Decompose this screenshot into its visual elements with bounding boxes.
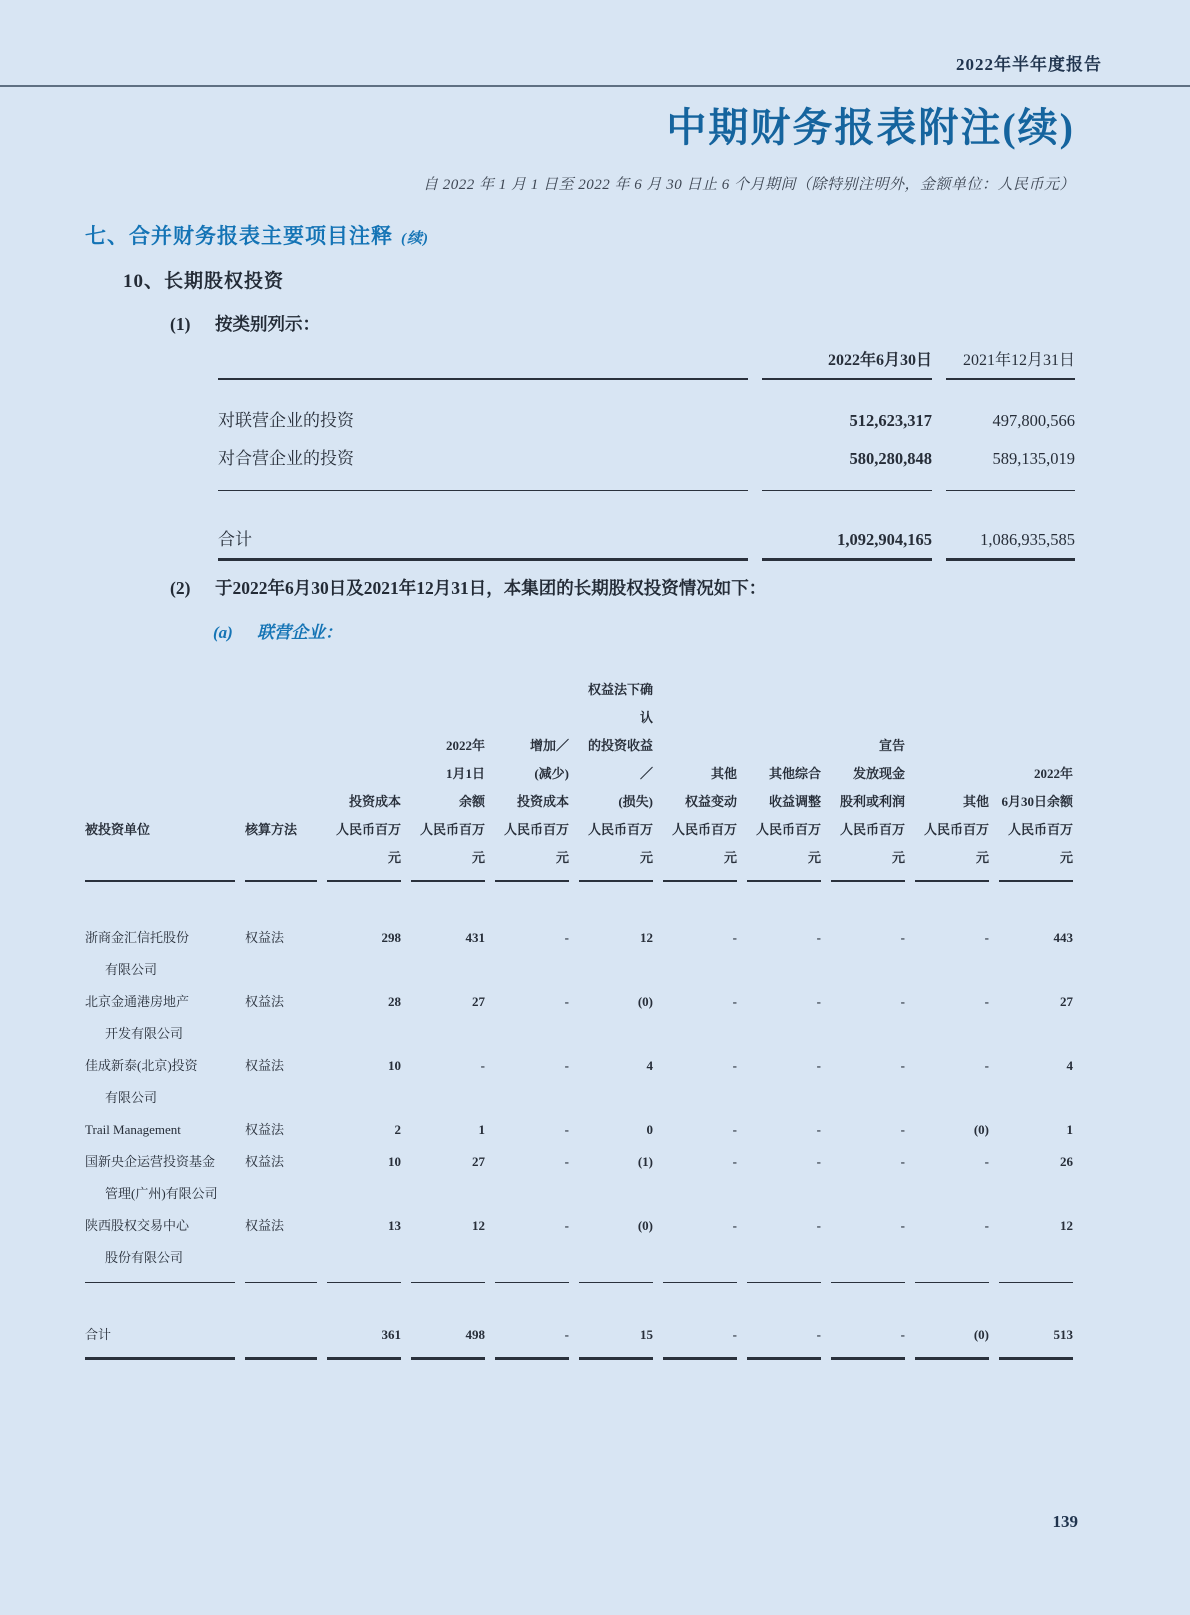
column-header-line: 其他 <box>710 766 737 781</box>
total-value-cell: 15 <box>579 1283 653 1360</box>
list-item-1-text: 按类别列示： <box>215 314 320 334</box>
investee-name <box>85 1114 235 1146</box>
column-header-line: (减少) <box>534 766 569 781</box>
value-cell: 10 <box>388 1154 401 1169</box>
value-cell: - <box>900 1058 905 1073</box>
table-row <box>85 1146 1073 1210</box>
value-cell: - <box>564 1058 569 1073</box>
table-row <box>85 1050 1073 1114</box>
investee-name-line: 陕西股权交易中心 <box>85 1218 190 1233</box>
row-value-2022: 580,280,848 <box>762 440 932 491</box>
value-cell: - <box>732 1154 737 1169</box>
value-cell: - <box>732 930 737 945</box>
value-cell: - <box>900 930 905 945</box>
value-cell: - <box>732 994 737 1009</box>
accounting-method: 权益法 <box>245 1058 285 1073</box>
value-cell: 1 <box>478 1122 485 1137</box>
list-item-1 <box>170 311 320 336</box>
column-header-line: 权益变动 <box>684 794 737 809</box>
total-value-cell: 361 <box>327 1283 401 1360</box>
value-cell: 298 <box>381 930 401 945</box>
value-cell: 431 <box>465 930 485 945</box>
total-value-cell: - <box>831 1283 905 1360</box>
spacer-row <box>218 380 1075 402</box>
value-cell: - <box>900 1122 905 1137</box>
summary-table-header <box>218 342 1075 380</box>
value-cell: - <box>564 994 569 1009</box>
value-cell: 2 <box>394 1122 401 1137</box>
total-value-2021: 1,086,935,585 <box>946 491 1075 561</box>
value-cell: - <box>480 1058 485 1073</box>
value-cell: 12 <box>411 1210 485 1283</box>
row-value-2022: 512,623,317 <box>849 411 932 430</box>
value-cell: 27 <box>472 1154 485 1169</box>
total-value-cell: (0) <box>915 1283 989 1360</box>
page-title: 中期财务报表附注(续) <box>666 105 1075 150</box>
value-cell: - <box>495 1210 569 1283</box>
list-item-2a-label: (a) <box>213 623 233 642</box>
value-cell: - <box>816 930 821 945</box>
value-cell: - <box>663 1210 737 1283</box>
column-unit-spacer <box>85 844 235 872</box>
column-header-line: 余额 <box>458 794 485 809</box>
value-cell: (0) <box>579 1210 653 1283</box>
value-cell: - <box>984 1154 989 1169</box>
total-label: 合计 <box>85 1283 235 1360</box>
total-label: 合计 <box>218 491 748 561</box>
value-cell: 27 <box>1060 994 1073 1009</box>
list-item-2 <box>170 575 766 600</box>
accounting-method: 权益法 <box>245 1210 317 1283</box>
associates-table-header <box>85 652 1073 882</box>
list-item-1-label: (1) <box>170 314 191 334</box>
value-cell: 12 <box>999 1210 1073 1283</box>
value-cell: - <box>816 1154 821 1169</box>
column-unit-label: 人民币百万元 <box>839 822 905 865</box>
value-cell: - <box>732 1058 737 1073</box>
column-header-line: 的投资收益／ <box>587 738 653 781</box>
total-value-cell: - <box>747 1283 821 1360</box>
table-row <box>85 1114 1073 1146</box>
row-value-2021: 589,135,019 <box>946 440 1075 491</box>
column-header-line: 6月30日余额 <box>1001 794 1073 809</box>
column-unit-label: 人民币百万元 <box>1007 822 1073 865</box>
total-value-2022: 1,092,904,165 <box>762 491 932 561</box>
total-value-cell: - <box>663 1283 737 1360</box>
column-unit-label: 人民币百万元 <box>671 822 737 865</box>
page-number: 139 <box>1052 1512 1078 1531</box>
report-header-label: 2022年半年度报告 <box>956 55 1102 74</box>
accounting-method: 权益法 <box>245 930 285 945</box>
column-header-line: 核算方法 <box>245 822 298 837</box>
value-cell: - <box>564 1154 569 1169</box>
investee-name <box>85 882 235 986</box>
investee-name <box>85 1050 235 1114</box>
column-header-line: 增加／ <box>529 738 569 753</box>
value-cell: - <box>900 1154 905 1169</box>
column-header-line: 2022年 <box>445 738 485 753</box>
list-item-2-label: (2) <box>170 578 191 598</box>
value-cell: - <box>900 994 905 1009</box>
column-header-line: 宣告 <box>878 738 905 753</box>
summary-table <box>204 342 1089 561</box>
column-header-line: 被投资单位 <box>85 822 151 837</box>
associates-table <box>75 652 1083 1360</box>
value-cell: - <box>816 1122 821 1137</box>
value-cell: - <box>564 1122 569 1137</box>
section-heading-suffix: (续) <box>401 231 429 247</box>
investee-name <box>85 986 235 1050</box>
investee-name-line: 开发有限公司 <box>105 1026 184 1041</box>
value-cell: (0) <box>973 1122 989 1137</box>
value-cell: 12 <box>640 930 653 945</box>
value-cell: - <box>564 930 569 945</box>
summary-header-2021: 2021年12月31日 <box>946 342 1075 380</box>
value-cell: 443 <box>1053 930 1073 945</box>
column-header <box>999 652 1073 882</box>
value-cell: 26 <box>1060 1154 1073 1169</box>
list-item-2-text: 于2022年6月30日及2021年12月31日，本集团的长期股权投资情况如下： <box>215 578 767 598</box>
total-value-cell: 513 <box>999 1283 1073 1360</box>
table-row <box>85 986 1073 1050</box>
investee-name-line: 浙商金汇信托股份 <box>85 930 190 945</box>
column-header <box>327 652 401 882</box>
value-cell: - <box>831 1210 905 1283</box>
header-divider <box>0 85 1190 87</box>
value-cell: 0 <box>646 1122 653 1137</box>
table-row <box>218 440 1075 491</box>
value-cell: 10 <box>388 1058 401 1073</box>
investee-name-line: 管理(广州)有限公司 <box>105 1186 218 1201</box>
column-header-line: 股利或利润 <box>839 794 905 809</box>
value-cell: 4 <box>646 1058 653 1073</box>
column-header-line: 其他 <box>962 794 989 809</box>
value-cell: - <box>915 1210 989 1283</box>
value-cell: 13 <box>327 1210 401 1283</box>
investee-name <box>85 1210 235 1283</box>
accounting-method: 权益法 <box>245 1122 285 1137</box>
column-unit-label: 人民币百万元 <box>923 822 989 865</box>
list-item-2a <box>213 618 342 643</box>
column-header-line: 其他综合 <box>768 766 821 781</box>
column-header <box>831 652 905 882</box>
summary-total-row <box>218 491 1075 561</box>
column-header <box>663 652 737 882</box>
summary-header-spacer <box>218 342 748 380</box>
column-unit-label: 人民币百万元 <box>503 822 569 865</box>
column-header-line: 收益调整 <box>768 794 821 809</box>
column-unit-label: 人民币百万元 <box>755 822 821 865</box>
table-row <box>85 882 1073 986</box>
investee-name-line: 北京金通港房地产 <box>85 994 190 1009</box>
value-cell: (1) <box>637 1154 653 1169</box>
column-unit-label: 人民币百万元 <box>335 822 401 865</box>
total-value-cell: - <box>495 1283 569 1360</box>
column-header-line: 投资成本 <box>516 794 569 809</box>
value-cell: - <box>816 1058 821 1073</box>
investee-name-line: 佳成新泰(北京)投资 <box>85 1058 198 1073</box>
column-header-line: (损失) <box>618 794 653 809</box>
row-label: 对联营企业的投资 <box>218 411 354 430</box>
table-row <box>85 1210 1073 1283</box>
column-header-line: 2022年 <box>1033 766 1073 781</box>
value-cell: - <box>984 994 989 1009</box>
column-unit-label: 人民币百万元 <box>419 822 485 865</box>
column-header <box>411 652 485 882</box>
column-header-line: 投资成本 <box>348 794 401 809</box>
value-cell: (0) <box>637 994 653 1009</box>
column-unit-label: 人民币百万元 <box>587 822 653 865</box>
value-cell: 1 <box>1066 1122 1073 1137</box>
investee-name-line: 有限公司 <box>105 1090 158 1105</box>
value-cell: 28 <box>388 994 401 1009</box>
column-header-line: 发放现金 <box>852 766 905 781</box>
investee-name-line: 有限公司 <box>105 962 158 977</box>
column-header <box>245 652 317 882</box>
value-cell: - <box>747 1210 821 1283</box>
section-heading <box>85 220 429 250</box>
column-header <box>495 652 569 882</box>
investee-name-line: Trail Management <box>85 1122 181 1137</box>
value-cell: - <box>816 994 821 1009</box>
value-cell: - <box>984 930 989 945</box>
investee-name <box>85 1146 235 1210</box>
value-cell: 27 <box>472 994 485 1009</box>
page-subtitle: 自 2022 年 1 月 1 日至 2022 年 6 月 30 日止 6 个月期间（除特别注明外，金额单位：人民币元） <box>422 177 1075 193</box>
list-item-2a-text: 联营企业： <box>257 623 342 642</box>
column-header <box>85 652 235 882</box>
section-heading-text: 七、合并财务报表主要项目注释 <box>85 224 393 248</box>
column-header <box>915 652 989 882</box>
column-header <box>579 652 653 882</box>
value-cell: 4 <box>1066 1058 1073 1073</box>
column-unit-spacer <box>245 844 317 872</box>
accounting-method: 权益法 <box>245 1154 285 1169</box>
summary-header-2022: 2022年6月30日 <box>762 342 932 380</box>
value-cell: - <box>732 1122 737 1137</box>
associates-total-row <box>85 1283 1073 1360</box>
investee-name-line: 国新央企运营投资基金 <box>85 1154 216 1169</box>
row-value-2021: 497,800,566 <box>992 411 1075 430</box>
investee-name-line: 股份有限公司 <box>105 1250 184 1265</box>
value-cell: - <box>984 1058 989 1073</box>
table-row <box>218 402 1075 440</box>
accounting-method: 权益法 <box>245 994 285 1009</box>
row-label: 对合营企业的投资 <box>218 440 748 491</box>
column-header-line: 权益法下确认 <box>587 682 653 725</box>
total-method-spacer <box>245 1283 317 1360</box>
column-header-line: 1月1日 <box>445 766 485 781</box>
subsection-heading: 10、长期股权投资 <box>123 271 285 292</box>
column-header <box>747 652 821 882</box>
total-value-cell: 498 <box>411 1283 485 1360</box>
